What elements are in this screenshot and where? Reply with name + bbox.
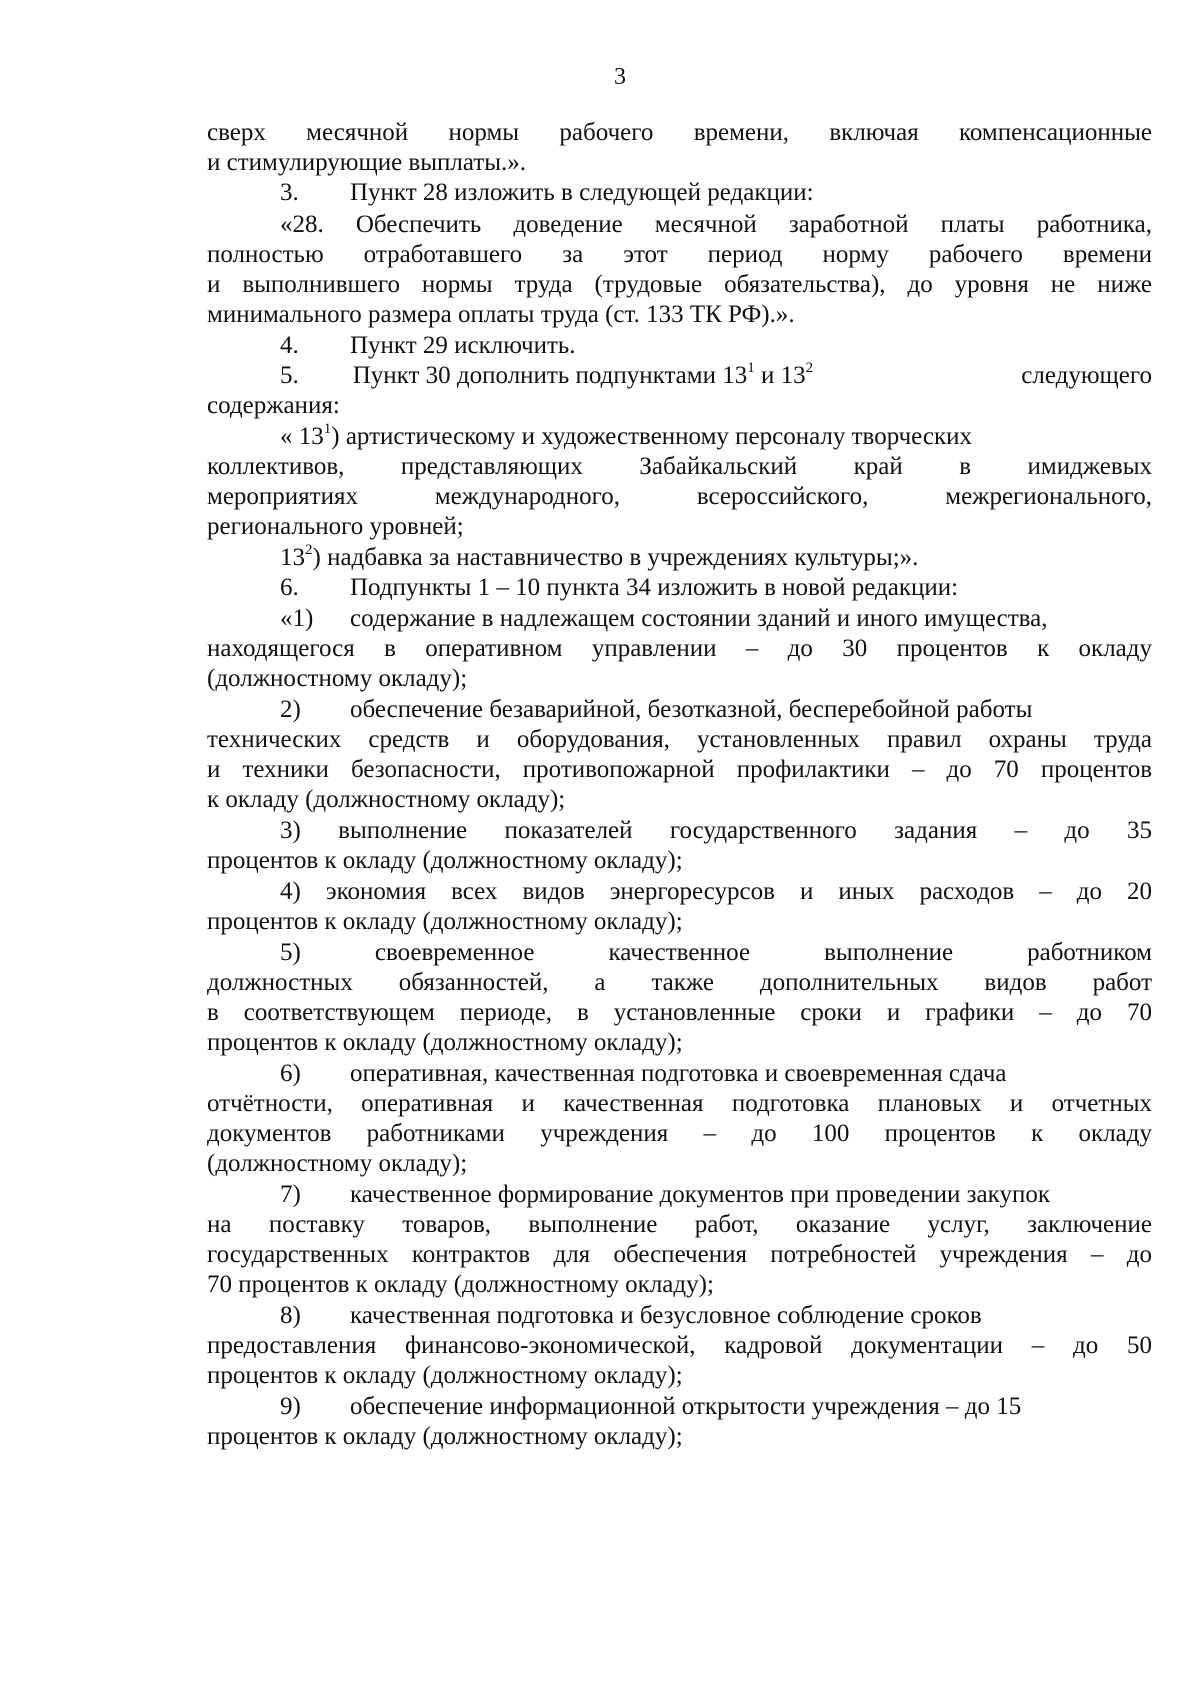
text-line: технических средств и оборудования, установленных правил охраны труда — [207, 726, 1152, 753]
text-line: «28. Обеспечить доведение месячной заработной платы работника, — [280, 211, 1152, 238]
item-number: 6) — [280, 1060, 301, 1087]
item-number: 5. — [280, 362, 299, 389]
text-fragment: ) артистическому и художественному персоналу творческих — [331, 423, 972, 450]
text-line: находящегося в оперативном управлении – до 30 процентов к окладу — [207, 635, 1152, 662]
page-number: 3 — [614, 64, 626, 90]
text-line: сверх месячной нормы рабочего времени, включая компенсационные — [207, 119, 1152, 146]
text-line: коллективов, представляющих Забайкальский край в имиджевых — [207, 453, 1152, 480]
item-text: обеспечение информационной открытости учреждения – до 15 — [350, 1393, 1022, 1420]
text-line: к окладу (должностному окладу); — [207, 786, 566, 813]
item-text: Подпункты 1 – 10 пункта 34 изложить в новой редакции: — [350, 574, 959, 601]
text-line: документов работниками учреждения – до 100 процентов к окладу — [207, 1120, 1152, 1147]
item-text: обеспечение безаварийной, безотказной, бесперебойной работы — [350, 696, 1033, 723]
text-line — [280, 422, 1152, 452]
item-text: качественное формирование документов при проведении закупок — [350, 1181, 1050, 1208]
item-line — [280, 1392, 1152, 1422]
text-line — [280, 543, 1152, 573]
text-line: 70 процентов к окладу (должностному окладу); — [207, 1271, 714, 1298]
item-number: 8) — [280, 1302, 301, 1329]
superscript: 1 — [323, 420, 332, 437]
text-line: процентов к окладу (должностному окладу); — [207, 847, 683, 874]
text-fragment: ) надбавка за наставничество в учреждениях культуры;». — [312, 544, 919, 571]
item-number: 9) — [280, 1393, 301, 1420]
text-line: и выполнившего нормы труда (трудовые обязательства), до уровня не ниже — [207, 271, 1152, 298]
item-number: 7) — [280, 1181, 301, 1208]
item-line — [280, 604, 1152, 634]
item-line — [280, 573, 1152, 603]
text-line: государственных контрактов для обеспечения потребностей учреждения – до — [207, 1241, 1152, 1268]
item-text: Пункт 28 изложить в следующей редакции: — [350, 179, 814, 206]
item-number: 2) — [280, 696, 301, 723]
text-fragment: « 13 — [280, 423, 324, 450]
text-line: минимального размера оплаты труда (ст. 133 ТК РФ).». — [207, 301, 795, 328]
item-number: 6. — [280, 574, 299, 601]
text-line: должностных обязанностей, а также дополнительных видов работ — [207, 969, 1152, 996]
text-line: и техники безопасности, противопожарной профилактики – до 70 процентов — [207, 756, 1152, 783]
item-number: «1) — [280, 605, 314, 632]
text-line: процентов к окладу (должностному окладу); — [207, 908, 683, 935]
item-line — [280, 331, 1152, 361]
text-fragment: и 13 — [754, 362, 806, 389]
item-text: содержание в надлежащем состоянии зданий и иного имущества, — [350, 605, 1048, 632]
item-text: Пункт 29 исключить. — [350, 332, 576, 359]
superscript: 1 — [747, 359, 755, 376]
text-line: полностью отработавшего за этот период норму рабочего времени — [207, 241, 1152, 268]
text-line: 5) своевременное качественное выполнение работником — [280, 939, 1152, 966]
text-line: процентов к окладу (должностному окладу); — [207, 1029, 683, 1056]
item-line — [280, 1180, 1152, 1210]
text-line: предоставления финансово-экономической, кадровой документации – до 50 — [207, 1332, 1152, 1359]
text-fragment: следующего — [1021, 362, 1152, 389]
item-number: 3. — [280, 179, 299, 206]
text-fragment: Пункт 30 дополнить подпунктами 13 — [352, 362, 748, 389]
text-line: 3) выполнение показателей государственного задания – до 35 — [280, 817, 1152, 844]
item-line — [280, 1059, 1152, 1089]
text-line: содержания: — [207, 392, 340, 419]
text-line: мероприятиях международного, всероссийского, межрегионального, — [207, 483, 1152, 510]
text-line: на поставку товаров, выполнение работ, оказание услуг, заключение — [207, 1211, 1152, 1238]
text-line: отчётности, оперативная и качественная подготовка плановых и отчетных — [207, 1090, 1152, 1117]
text-line: в соответствующем периоде, в установленные сроки и графики – до 70 — [207, 999, 1152, 1026]
item-line — [280, 695, 1152, 725]
text-line: (должностному окладу); — [207, 1150, 468, 1177]
item-text: качественная подготовка и безусловное соблюдение сроков — [350, 1302, 982, 1329]
text-line: 4) экономия всех видов энергоресурсов и иных расходов – до 20 — [280, 878, 1152, 905]
text-line: регионального уровней; — [207, 513, 464, 540]
item-line — [280, 361, 1152, 391]
item-text — [353, 361, 1152, 391]
item-line — [280, 178, 1152, 208]
item-text: оперативная, качественная подготовка и своевременная сдача — [350, 1060, 1007, 1087]
superscript: 2 — [805, 359, 814, 376]
item-line — [280, 1301, 1152, 1331]
item-number: 4. — [280, 332, 299, 359]
text-line: процентов к окладу (должностному окладу); — [207, 1423, 683, 1450]
text-fragment: 13 — [280, 544, 305, 571]
superscript: 2 — [305, 541, 313, 558]
text-line: и стимулирующие выплаты.». — [207, 149, 527, 176]
text-line: (должностному окладу); — [207, 665, 468, 692]
text-line: процентов к окладу (должностному окладу); — [207, 1362, 683, 1389]
